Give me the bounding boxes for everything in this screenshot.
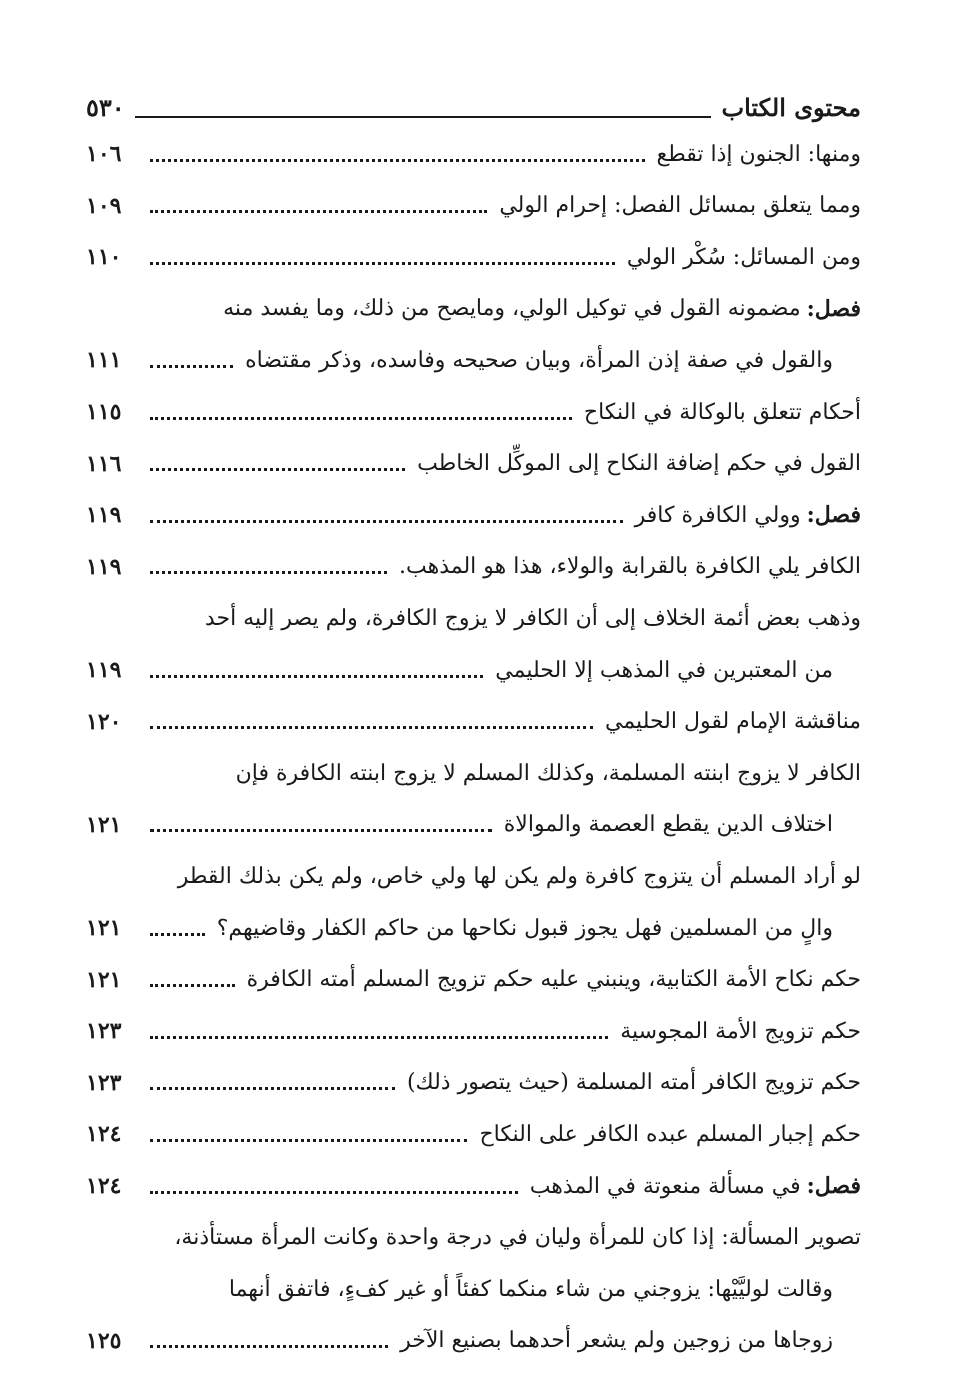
toc-entry-text: والٍ من المسلمين فهل يجوز قبول نكاحها من حاكم الكفار وقاضيهم؟ bbox=[216, 915, 833, 941]
toc-entry-text: ومما يتعلق بمسائل الفصل: إحرام الولي bbox=[499, 193, 861, 219]
toc-page-number-value: ١٢٤ bbox=[86, 1121, 122, 1148]
page-number: ٥٣٠ bbox=[86, 93, 125, 122]
toc-page-number-value: ١١٥ bbox=[86, 399, 122, 425]
toc-entry bbox=[86, 237, 861, 277]
toc-page-number-value: ١١٩ bbox=[86, 502, 122, 529]
toc-entry-text: مضمونه القول في توكيل الولي، ومايصح من ذلك، وما يفسد منه bbox=[223, 296, 801, 322]
toc-page-number-value: ١١٩ bbox=[86, 657, 122, 683]
toc-page-number bbox=[86, 709, 138, 735]
toc-entry bbox=[86, 856, 861, 896]
toc-page-number-value: ١١٦ bbox=[86, 450, 122, 477]
toc-entry bbox=[86, 340, 861, 380]
toc-entry bbox=[86, 186, 861, 226]
dot-leader bbox=[150, 675, 483, 678]
dot-leader bbox=[150, 365, 233, 368]
toc-page-number-value: ١٢١ bbox=[86, 811, 122, 838]
dot-leader bbox=[150, 984, 235, 987]
dot-leader bbox=[150, 1139, 467, 1142]
toc-entry-text: وقالت لوليَّيْها: يزوجني من شاء منكما كفئاً أو غير كفءٍ، فاتفق أنهما bbox=[228, 1276, 833, 1302]
toc-entry-text: حكم نكاح الأمة الكتابية، وينبني عليه حكم تزويج المسلم أمته الكافرة bbox=[246, 967, 861, 993]
toc-entry bbox=[86, 702, 861, 742]
toc-page-number-value: ١١٩ bbox=[86, 553, 122, 580]
toc-page-number-value: ١٢١ bbox=[86, 966, 122, 993]
toc-page-number bbox=[86, 451, 138, 477]
toc-page-number-value: ١٢٣ bbox=[86, 1069, 122, 1096]
toc-page-number bbox=[86, 812, 138, 838]
toc-entry-text: تصوير المسألة: إذا كان للمرأة وليان في درجة واحدة وكانت المرأة مستأذنة، bbox=[174, 1225, 861, 1251]
dot-leader bbox=[150, 829, 492, 832]
toc-entry-text: لو أراد المسلم أن يتزوج كافرة ولم يكن لها ولي خاص، ولم يكن بذلك القطر bbox=[177, 863, 861, 889]
toc-entry bbox=[86, 1269, 861, 1309]
toc-page-number bbox=[86, 1121, 138, 1147]
toc-page-number-value: ١١٠ bbox=[86, 244, 122, 271]
toc-page-number bbox=[86, 1173, 138, 1199]
toc-page-number bbox=[86, 502, 138, 528]
toc-page-number bbox=[86, 967, 138, 993]
dot-leader bbox=[150, 159, 645, 162]
toc-entry-text: ومنها: الجنون إذا تقطع bbox=[656, 141, 861, 167]
toc-entry-text: والقول في صفة إذن المرأة، وبيان صحيحه وفاسده، وذكر مقتضاه bbox=[245, 347, 833, 373]
toc-page-number-value: ١٢١ bbox=[86, 915, 122, 941]
toc-page-number bbox=[86, 915, 138, 941]
toc-entry bbox=[86, 392, 861, 432]
toc-page-number bbox=[86, 554, 138, 580]
dot-leader bbox=[150, 1191, 518, 1194]
toc-entry-text: الكافر يلي الكافرة بالقرابة والولاء، هذا هو المذهب. bbox=[399, 554, 861, 580]
toc-page-number bbox=[86, 1070, 138, 1096]
toc-entry bbox=[86, 1063, 861, 1103]
dot-leader bbox=[150, 1087, 395, 1090]
toc-page-number bbox=[86, 1018, 138, 1044]
toc-entry bbox=[86, 960, 861, 1000]
dot-leader bbox=[150, 417, 572, 420]
toc-page-number-value: ١١١ bbox=[86, 347, 122, 374]
toc-page-number-value: ١٢٥ bbox=[86, 1327, 122, 1354]
dot-leader bbox=[150, 468, 405, 471]
toc-entry-text: من المعتبرين في المذهب إلا الحليمي bbox=[495, 657, 833, 683]
toc-page-number bbox=[86, 141, 138, 167]
section-label: فصل: bbox=[806, 1173, 861, 1199]
toc-entry bbox=[86, 444, 861, 484]
toc-entry bbox=[86, 495, 861, 535]
toc-page-number bbox=[86, 657, 138, 683]
toc-entry-text: أحكام تتعلق بالوكالة في النكاح bbox=[583, 399, 861, 425]
toc-entry bbox=[86, 547, 861, 587]
toc-entry bbox=[86, 1114, 861, 1154]
toc-entry bbox=[86, 134, 861, 174]
dot-leader bbox=[150, 1345, 388, 1348]
toc-page-number bbox=[86, 193, 138, 219]
toc-entry-text: الكافر لا يزوج ابنته المسلمة، وكذلك المسلم لا يزوج ابنته الكافرة فإن bbox=[235, 760, 861, 786]
toc-entry bbox=[86, 908, 861, 948]
section-label: فصل: bbox=[806, 295, 861, 322]
toc-entry bbox=[86, 289, 861, 329]
toc-entry-text: زوجاها من زوجين ولم يشعر أحدهما بصنيع الآخر bbox=[400, 1328, 833, 1354]
toc-page-number-value: ١٢٠ bbox=[86, 708, 122, 735]
dot-leader bbox=[150, 520, 623, 523]
header-rule bbox=[135, 116, 712, 118]
toc-entry bbox=[86, 650, 861, 690]
toc-entry bbox=[86, 1166, 861, 1206]
toc-page-number-value: ١٠٦ bbox=[86, 141, 122, 167]
toc-entry-text: حكم تزويج الأمة المجوسية bbox=[620, 1018, 861, 1044]
section-label: فصل: bbox=[806, 502, 861, 529]
dot-leader bbox=[150, 262, 615, 265]
toc-page-number-value: ١٢٣ bbox=[86, 1018, 122, 1045]
toc-entry bbox=[86, 753, 861, 793]
toc-entry-text: في مسألة منعوتة في المذهب bbox=[529, 1173, 801, 1199]
toc-entry-text: وولي الكافرة كافر bbox=[634, 502, 801, 528]
toc-entry bbox=[86, 598, 861, 638]
running-header bbox=[86, 84, 861, 124]
toc-entry bbox=[86, 1218, 861, 1258]
toc-page-number bbox=[86, 1328, 138, 1354]
toc-page-number-value: ١٢٤ bbox=[86, 1173, 122, 1199]
toc-page-number bbox=[86, 347, 138, 373]
toc-entry bbox=[86, 1011, 861, 1051]
toc-entry-text: حكم تزويج الكافر أمته المسلمة (حيث يتصور ذلك) bbox=[406, 1070, 861, 1096]
toc-entry bbox=[86, 1321, 861, 1361]
toc-entry-text: القول في حكم إضافة النكاح إلى الموكِّل الخاطب bbox=[417, 451, 861, 477]
toc-entry-text: حكم إجبار المسلم عبده الكافر على النكاح bbox=[479, 1121, 861, 1147]
toc-entry-text: مناقشة الإمام لقول الحليمي bbox=[605, 709, 861, 735]
toc-page-number bbox=[86, 399, 138, 425]
toc-page-number bbox=[86, 244, 138, 270]
toc-entry-text: اختلاف الدين يقطع العصمة والموالاة bbox=[503, 812, 833, 838]
dot-leader bbox=[150, 1036, 608, 1039]
toc-page-number-value: ١٠٩ bbox=[86, 192, 122, 219]
toc-entry bbox=[86, 805, 861, 845]
toc-entry-text: ومن المسائل: سُكْر الولي bbox=[626, 244, 861, 270]
dot-leader bbox=[150, 726, 593, 729]
toc-entry-text: وذهب بعض أئمة الخلاف إلى أن الكافر لا يزوج الكافرة، ولم يصر إليه أحد bbox=[204, 605, 861, 631]
book-section-title: محتوى الكتاب bbox=[721, 93, 861, 122]
dot-leader bbox=[150, 933, 205, 936]
dot-leader bbox=[150, 571, 387, 574]
dot-leader bbox=[150, 210, 487, 213]
